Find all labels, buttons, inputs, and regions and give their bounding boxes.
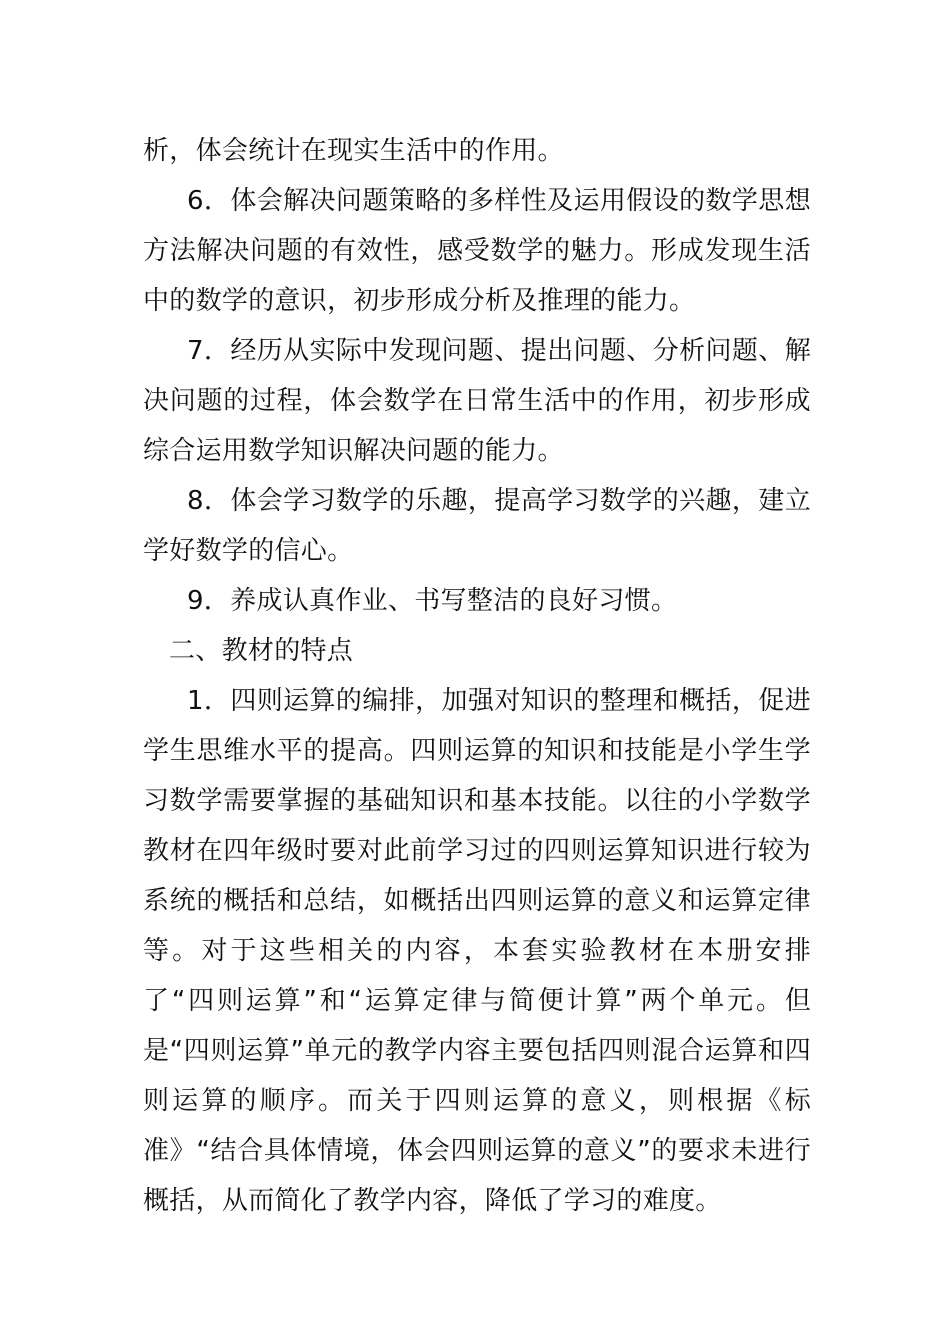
paragraph-continuation: 析，体会统计在现实生活中的作用。 bbox=[143, 136, 564, 166]
body-text bbox=[143, 126, 811, 1226]
paragraph-item-7: 7．经历从实际中发现问题、提出问题、分析问题、解决问题的过程，体会数学在日常生活中的作用，初步形成综合运用数学知识解决问题的能力。 bbox=[143, 336, 811, 466]
paragraph-item-8: 8．体会学习数学的乐趣，提高学习数学的兴趣，建立学好数学的信心。 bbox=[143, 486, 811, 566]
paragraph-feature-1: 1．四则运算的编排，加强对知识的整理和概括，促进学生思维水平的提高。四则运算的知识和技能是小学生学习数学需要掌握的基础知识和基本技能。以往的小学数学教材在四年级时要对此前学习过的四则运算知识进行较为系统的概括和总结，如概括出四则运算的意义和运算定律等。对于这些相关的内容，本套实验教材在本册安排了“四则运算”和“运算定律与简便计算”两个单元。但是“四则运算”单元的教学内容主要包括四则混合运算和四则运算的顺序。而关于四则运算的意义，则根据《标准》“结合具体情境，体会四则运算的意义”的要求未进行概括，从而简化了教学内容，降低了学习的难度。 bbox=[143, 686, 811, 1216]
paragraph-item-9: 9．养成认真作业、书写整洁的良好习惯。 bbox=[187, 586, 678, 616]
section-heading: 二、教材的特点 bbox=[169, 636, 354, 666]
paragraph-item-6: 6．体会解决问题策略的多样性及运用假设的数学思想方法解决问题的有效性，感受数学的魅力。形成发现生活中的数学的意识，初步形成分析及推理的能力。 bbox=[143, 186, 811, 316]
